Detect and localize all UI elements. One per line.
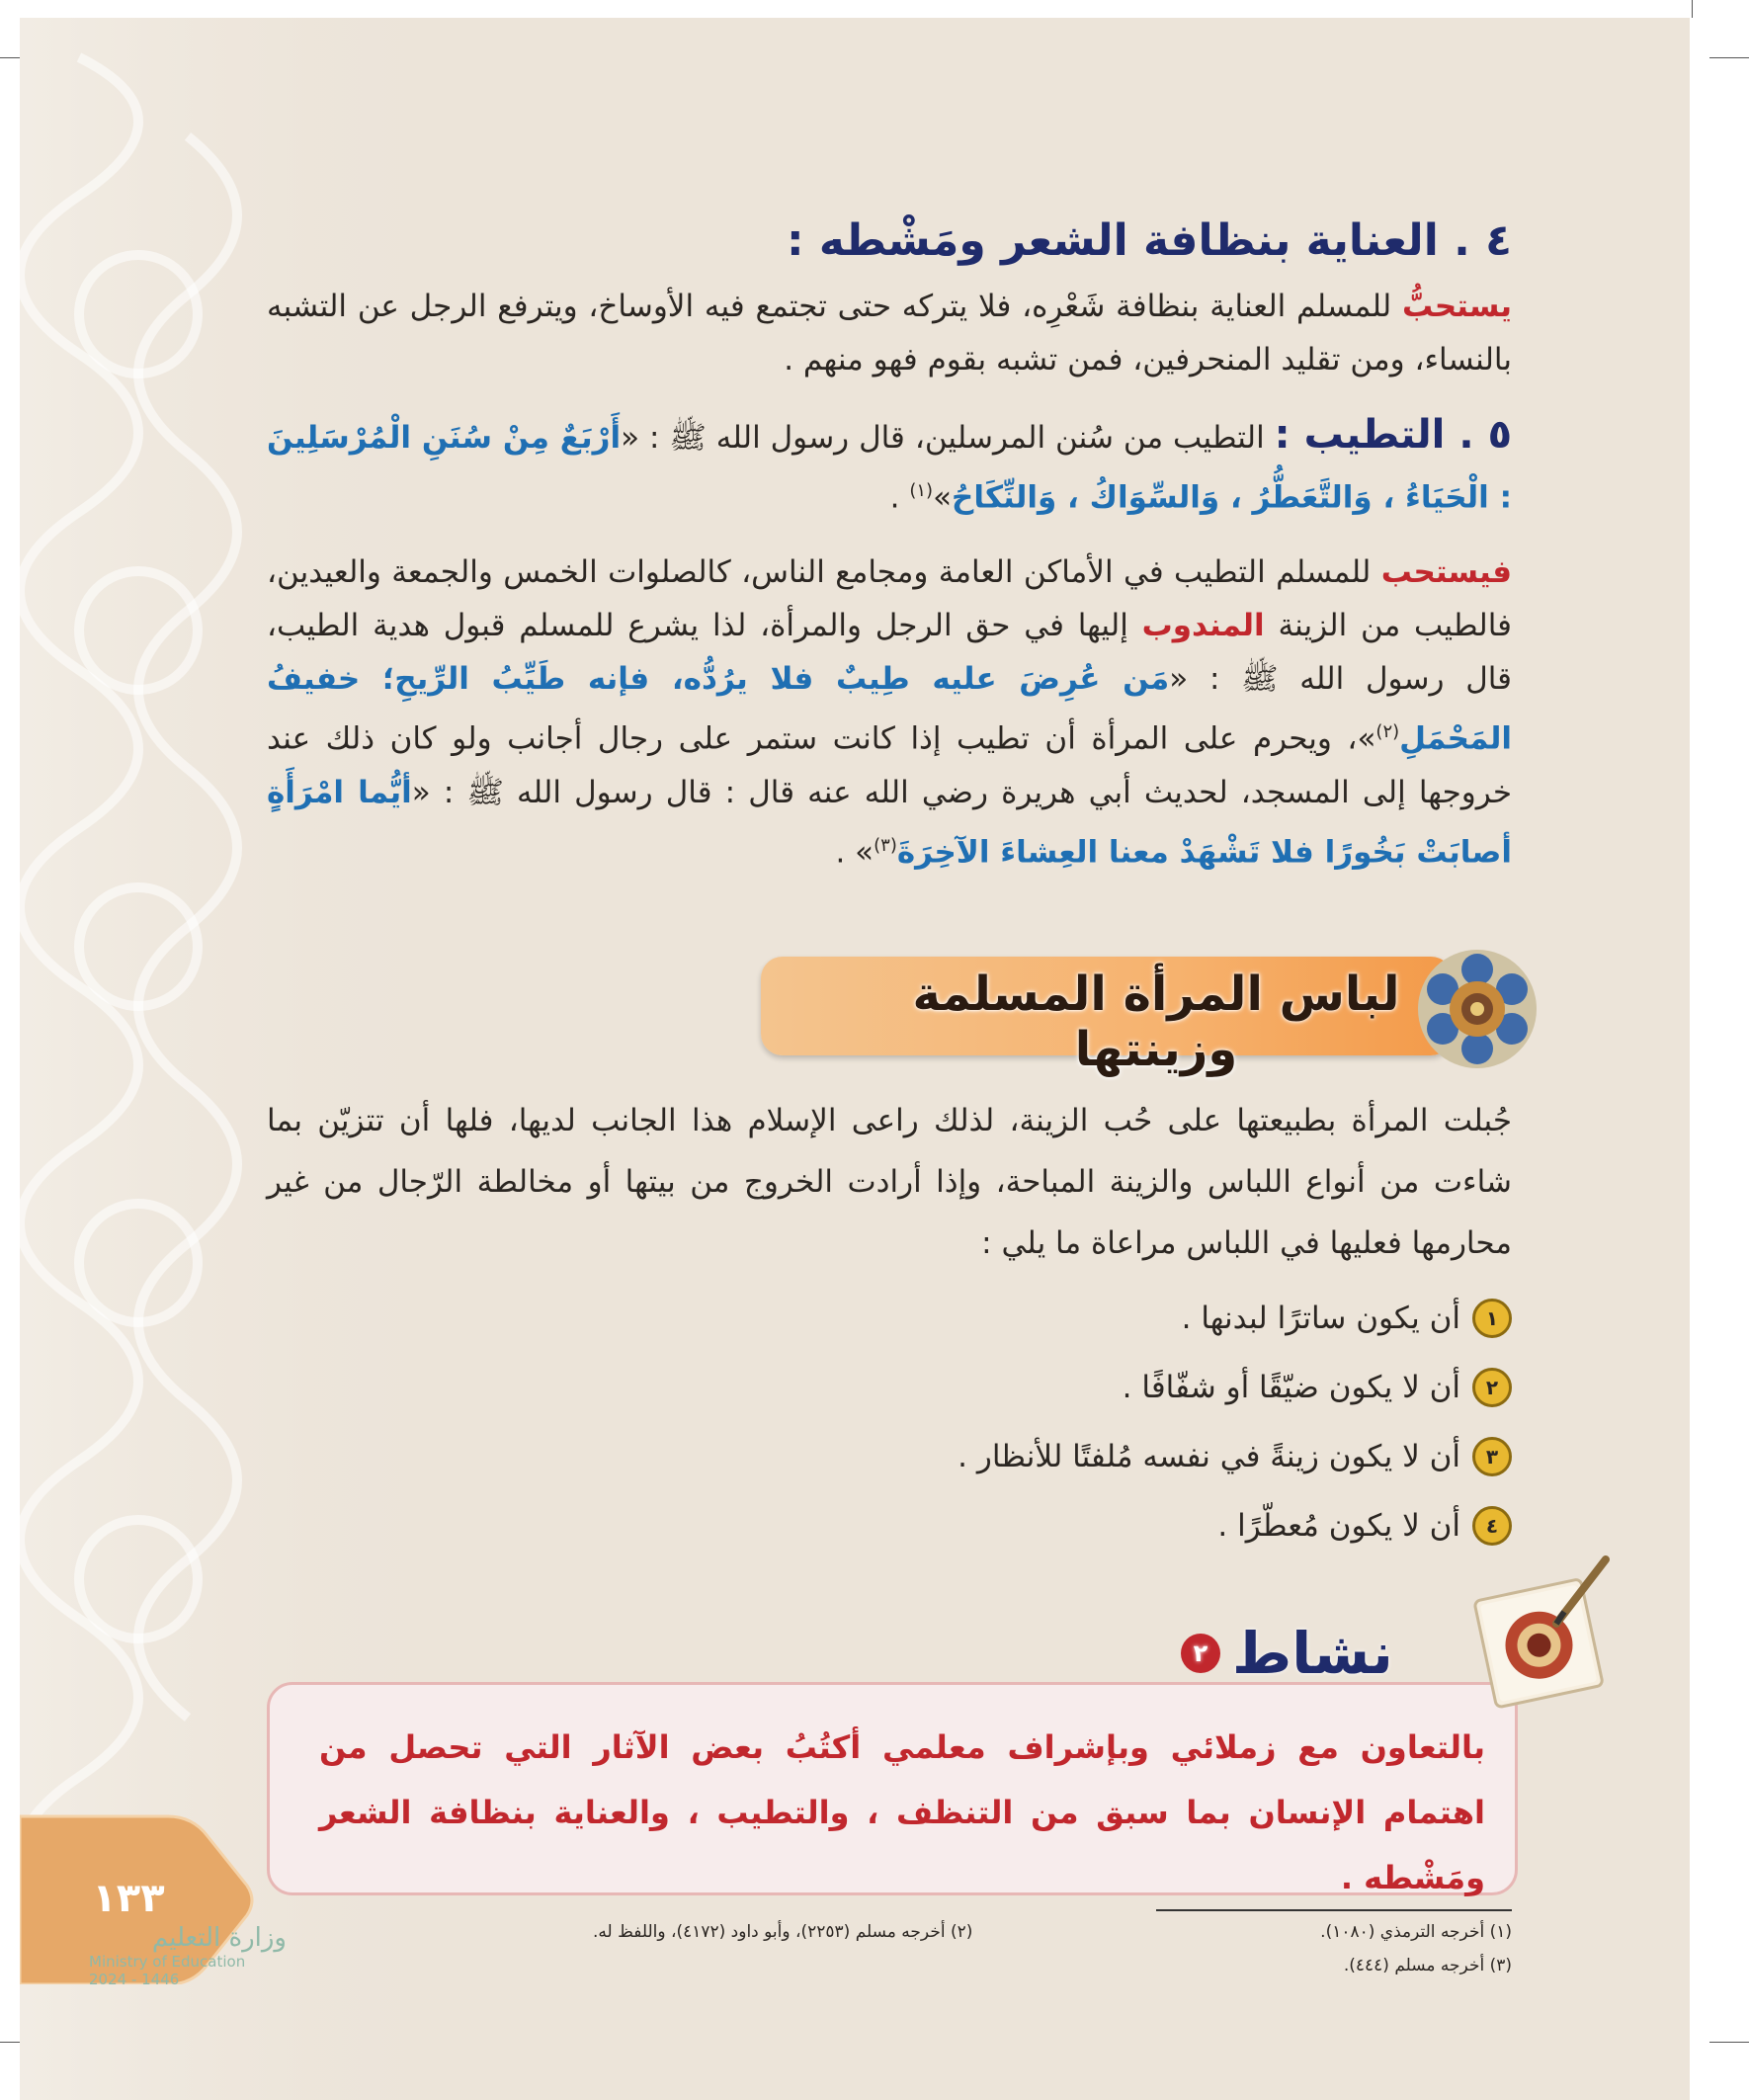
paragraph-hair-care [267,280,1512,386]
footnotes [593,1915,1512,1982]
footnote-ref: (٢) [1375,721,1400,743]
ministry-name-arabic: وزارة التعليم [151,1923,287,1953]
crop-mark [1692,0,1693,18]
footnote-3: (٣) أخرجه مسلم (٤٤٤). [1343,1956,1512,1975]
lesson-banner [761,945,1541,1077]
item-number-badge: ٢ [1472,1368,1512,1407]
footnote-ref: (٣) [874,834,897,856]
list-item [267,1422,1512,1491]
banner-title: لباس المرأة المسلمة وزينتها [912,966,1400,1077]
paragraph-text: » . [835,833,874,870]
footnote-ref: (١) [909,480,934,501]
paragraph-text: للمسلم العناية بنظافة شَعْرِه، فلا يتركه حتى تجتمع فيه الأوساخ، ويترفع الرجل عن التشبه بالنساء، ومن تقليد المنحرفين، فمن تشبه بقوم فهو منهم . [267,289,1512,378]
item-number-badge: ٣ [1472,1437,1512,1476]
ministry-logo [89,1923,287,1988]
footnote-divider [1156,1909,1512,1911]
hadith-text: أيُّما امْرَأَةٍ أصابَتْ بَخُورًا فلا تَشْهَدْ معنا العِشاءَ الآخِرَةَ [267,774,1512,870]
page-number: ١٣٣ [92,1876,165,1921]
quote-close: » [933,479,953,516]
activity-text: بالتعاون مع زملائي وبإشراف معلمي أكتُبُ بعض الآثار التي تحصل من اهتمام الإنسان بما سبق من التنظف ، والتطيب ، والعناية بنظافة الشعر ومَشْطه . [319,1728,1485,1896]
list-item [267,1491,1512,1560]
footnote-row [593,1915,1512,1949]
emphasis-word: يستحبُّ [1402,289,1512,324]
edition-year: 2024 - 1446 [89,1971,180,1988]
crop-mark [0,2042,22,2043]
item-number-badge: ١ [1472,1299,1512,1338]
section-heading-perfume: ٥ . التطيب : [1274,412,1512,458]
item-text: أن يكون ساترًا لبدنها . [1181,1301,1460,1336]
clothing-requirements-list [267,1284,1512,1560]
paragraph-text: إليها في حق الرجل والمرأة، لذا يشرع للمسلم قبول هدية الطيب، قال رسول الله ﷺ : « [267,608,1512,698]
notebook-pen-icon [1458,1554,1616,1713]
crop-mark [1709,2042,1749,2043]
item-number-badge: ٤ [1472,1506,1512,1546]
item-text: أن لا يكون ضيّقًا أو شفّافًا . [1122,1370,1460,1405]
textbook-page [20,18,1690,2100]
paragraph-clothing-intro: جُبلت المرأة بطبيعتها على حُب الزينة، لذلك راعى الإسلام هذا الجانب لديها، فلها أن تتزيّن بما شاءت من أنواع اللباس والزينة المباحة، وإذا أرادت الخروج من بيتها أو مخالطة الرّجال من غير محارمها فعليها في اللباس مراعاة ما يلي : [267,1103,1512,1261]
paragraph-perfume-rulings [267,546,1512,879]
activity-number-badge: ٢ [1181,1634,1220,1673]
footnote-2: (٢) أخرجه مسلم (٢٢٥٣)، وأبو داود (٤١٧٢)، واللفظ له. [593,1922,973,1942]
section-heading-hair-care: ٤ . العناية بنظافة الشعر ومَشْطه : [786,215,1512,266]
paragraph-text: »، ويحرم على المرأة أن تطيب إذا كانت ستمر على رجال أجانب ولو كان ذلك عند خروجها إلى المسجد، لحديث أبي هريرة رضي الله عنه قال : قال رسول الله ﷺ : « [267,720,1512,810]
paragraph-text: . [889,479,910,516]
activity-label: نشاط [1232,1620,1393,1687]
crop-mark [0,57,22,58]
hadith-text: أَرْبَعٌ مِنْ سُنَنِ الْمُرْسَلِينَ : الْحَيَاءُ ، وَالتَّعَطُّرُ ، وَالسِّوَاكُ ، وَالنِّكَاحُ [267,420,1512,516]
footnote-1: (١) أخرجه الترمذي (١٠٨٠). [1320,1922,1512,1942]
paragraph-text: للمسلم التطيب في الأماكن العامة ومجامع الناس، كالصلوات الخمس والجمعة والعيدين، فالطيب من الزينة [267,554,1512,644]
item-text: أن لا يكون مُعطّرًا . [1217,1508,1460,1544]
paragraph-text: التطيب من سُنن المرسلين، قال رسول الله ﷺ : « [621,420,1275,456]
activity-box [267,1682,1518,1895]
list-item [267,1284,1512,1353]
emphasis-word: فيستحب [1380,554,1512,591]
paragraph-perfume [267,408,1512,524]
lesson-content [267,215,1512,879]
hadith-text: مَن عُرِضَ عليه طِيبٌ فلا يرُدُّه، فإنه طَيِّبُ الرِّيحِ؛ خفيفُ المَحْمَلِ [267,661,1512,757]
emphasis-word: المندوب [1141,608,1265,644]
ministry-name-english: Ministry of Education [89,1953,246,1971]
activity-title [1181,1614,1393,1693]
list-item [267,1353,1512,1422]
rosette-ornament-icon [1413,945,1541,1073]
item-text: أن لا يكون زينةً في نفسه مُلفتًا للأنظار . [958,1439,1460,1474]
clothing-content [267,1090,1512,1560]
crop-mark [1709,57,1749,58]
